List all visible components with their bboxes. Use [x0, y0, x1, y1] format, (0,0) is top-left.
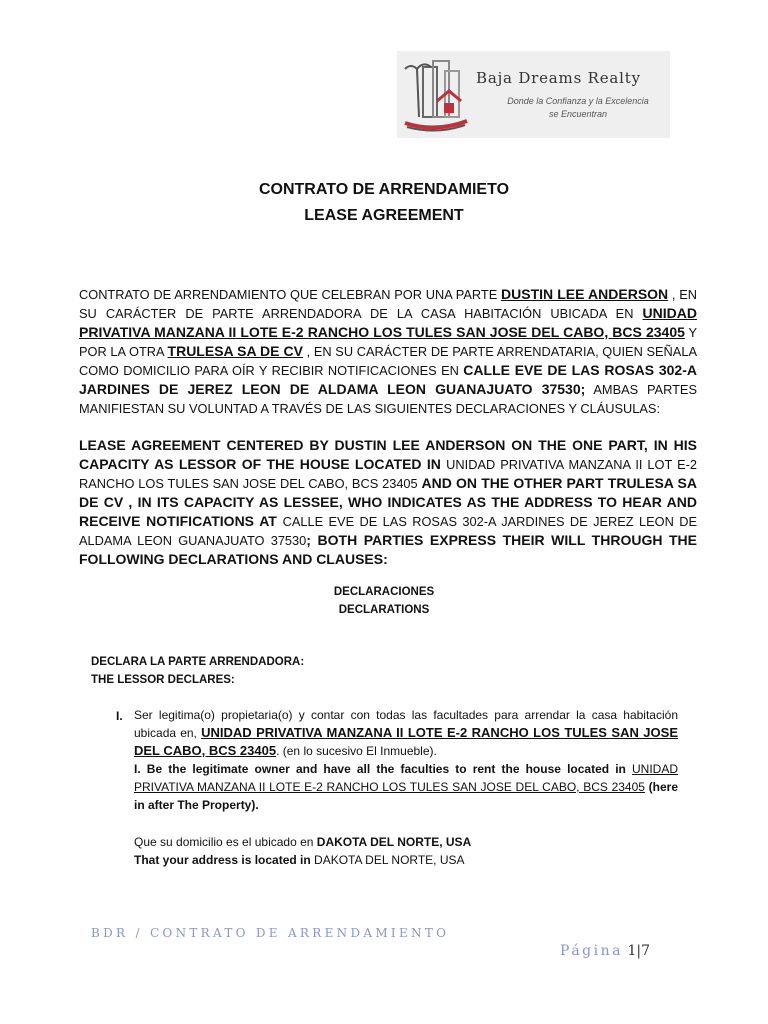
intro-en-bold-2: AND ON THE OTHER PART TRULESA SA DE CV , IN ITS CAPACITY AS LESSEE, WHO INDICATES AS THE ADDRESS TO HEAR AND RECEIVE NOTIFICATIONS AT — [79, 475, 698, 529]
item1-es-text-1: Ser legitima(o) propietaria(o) y contar con todas las facultades para arrendar la casa habitación ubicada en, — [134, 708, 678, 740]
intro-en-address: CALLE EVE DE LAS ROSAS 302-A JARDINES DE JEREZ LEON DE ALDAMA LEON GUANAJUATO 37530 — [79, 514, 697, 548]
logo-name: Baja Dreams Realty — [476, 69, 641, 87]
footer-page-number — [560, 943, 650, 959]
intro-en-property: UNIDAD PRIVATIVA MANZANA II LOT E-2 RANCHO LOS TULES SAN JOSE DEL CABO, BCS 23405 — [79, 457, 697, 491]
intro-paragraph-en — [79, 436, 697, 569]
intro-en-bold-1: LEASE AGREEMENT CENTERED BY DUSTIN LEE ANDERSON ON THE ONE PART, IN HIS CAPACITY AS LESSOR OF THE HOUSE LOCATED IN — [79, 437, 697, 472]
lessor-declares-es: DECLARA LA PARTE ARRENDADORA: — [91, 656, 305, 668]
intro-es-text-5: AMBAS PARTES MANIFIESTAN SU VOLUNTAD A TRAVÉS DE LAS SIGUIENTES DECLARACIONES Y CLÁUSULAS: — [79, 382, 697, 416]
company-logo — [397, 51, 670, 138]
declarations-heading-en: DECLARATIONS — [338, 604, 430, 616]
intro-paragraph-es — [79, 285, 697, 418]
footer-document-label: BDR / CONTRATO DE ARRENDAMIENTO — [91, 926, 450, 940]
page-word: Página — [560, 943, 623, 959]
lessor-declares-en: THE LESSOR DECLARES: — [91, 674, 235, 686]
lessee-address-es: CALLE EVE DE LAS ROSAS 302-A JARDINES DE JEREZ LEON DE ALDAMA LEON GUANAJUATO 37530; — [79, 362, 697, 397]
address-es-value: DAKOTA DEL NORTE, USA — [316, 835, 472, 849]
declaration-item-1-en — [134, 760, 678, 814]
item1-en-property: UNIDAD PRIVATIVA MANZANA II LOTE E-2 RANCHO LOS TULES SAN JOSE DEL CABO, BCS 23405 — [134, 762, 678, 794]
document-title-es: CONTRATO DE ARRENDAMIETO — [258, 181, 510, 198]
property-address-es: UNIDAD PRIVATIVA MANZANA II LOTE E-2 RANCHO LOS TULES SAN JOSE DEL CABO, BCS 23405 — [79, 305, 697, 340]
item1-en-text-2: (here in after The Property). — [134, 780, 678, 812]
lessee-name: TRULESA SA DE CV — [167, 343, 303, 359]
intro-es-text-1: CONTRATO DE ARRENDAMIENTO QUE CELEBRAN POR UNA PARTE — [79, 287, 502, 302]
page-current: 1 — [627, 943, 637, 959]
page-separator: | — [636, 943, 642, 959]
address-es-label: Que su domicilio es el ubicado en — [134, 835, 317, 849]
item1-es-property: UNIDAD PRIVATIVA MANZANA II LOTE E-2 RANCHO LOS TULES SAN JOSE DEL CABO, BCS 23405 — [134, 725, 678, 758]
intro-en-bold-3: ; BOTH PARTIES EXPRESS THEIR WILL THROUGH THE FOLLOWING DECLARATIONS AND CLAUSES: — [79, 532, 697, 567]
logo-tagline — [493, 95, 663, 121]
logo-tagline-line1: Donde la Confianza y la Excelencia — [507, 96, 649, 106]
item-number: I. — [116, 709, 123, 723]
address-en-label: That your address is located in — [134, 853, 315, 867]
document-title-en: LEASE AGREEMENT — [304, 207, 464, 224]
item1-es-text-2: . (en lo sucesivo El Inmueble). — [276, 744, 437, 758]
declarations-heading-es: DECLARACIONES — [333, 586, 435, 598]
intro-es-text-3: Y POR LA OTRA — [79, 325, 697, 359]
page-total: 7 — [641, 943, 650, 959]
declaration-item-1-es — [134, 706, 678, 760]
lessor-address-en — [134, 853, 465, 867]
address-en-value: DAKOTA DEL NORTE, USA — [314, 853, 465, 867]
logo-tagline-line2: se Encuentran — [548, 109, 608, 119]
item1-en-text-1: I. Be the legitimate owner and have all the faculties to rent the house located in — [134, 762, 632, 776]
lessor-address-es — [134, 835, 471, 849]
intro-es-text-2: , EN SU CARÁCTER DE PARTE ARRENDADORA DE LA CASA HABITACIÓN UBICADA EN — [79, 287, 697, 321]
intro-es-text-4: , EN SU CARÁCTER DE PARTE ARRENDATARIA, QUIEN SEÑALA COMO DOMICILIO PARA OÍR Y RECIBIR NOTIFICACIONES EN — [79, 344, 697, 378]
lessor-name: DUSTIN LEE ANDERSON — [501, 286, 669, 302]
declaration-item-1 — [134, 706, 678, 814]
building-house-icon — [403, 57, 473, 133]
